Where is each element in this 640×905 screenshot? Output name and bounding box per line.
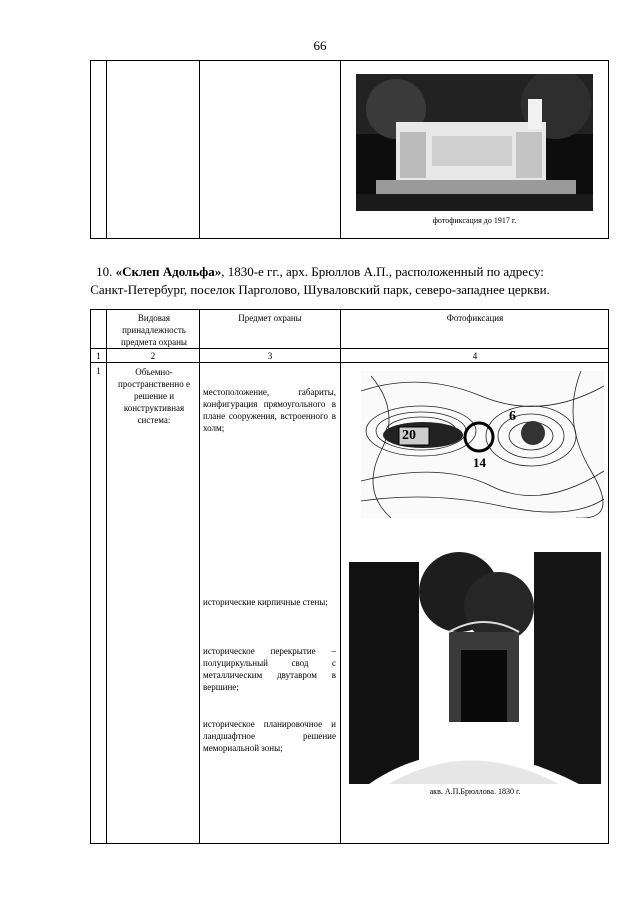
protected-item-landscape: историческое планировочное и ландшафтное решение мемориальной зоны; xyxy=(203,719,336,753)
table-divider xyxy=(106,310,107,843)
map-label-20: 20 xyxy=(402,428,416,443)
page-number: 66 xyxy=(313,38,327,53)
protected-item-vault: историческое перекрытие – полуциркульный свод с металлическим двутавром в вершине; xyxy=(203,646,336,692)
map-label-14: 14 xyxy=(473,455,486,470)
heading-number: 10. xyxy=(96,264,116,279)
header-subject: Предмет охраны xyxy=(238,313,302,323)
heading-details: , 1830-е гг., арх. Брюллов А.П., расположенный по адресу: xyxy=(221,264,544,279)
table-divider xyxy=(91,362,608,363)
object-name: «Склеп Адольфа» xyxy=(115,264,222,279)
watercolor-image xyxy=(349,552,601,784)
photo-caption: акв. А.П.Брюллова. 1830 г. xyxy=(429,787,521,796)
column-number: 2 xyxy=(150,351,156,361)
photo-caption: фотофиксация до 1917 г. xyxy=(432,216,517,225)
protected-item-location: местоположение, габариты, конфигурация прямоугольного в плане сооружения, встроенного в холм; xyxy=(203,387,336,433)
row-index: 1 xyxy=(96,366,101,376)
table-divider xyxy=(106,61,107,238)
header-photo: Фотофиксация xyxy=(446,313,504,323)
heading-line-2: Санкт-Петербург, поселок Парголово, Шуваловский парк, северо-западнее церкви. xyxy=(90,282,550,297)
column-number: 4 xyxy=(472,351,478,361)
map-label-6: 6 xyxy=(509,409,516,424)
table-divider xyxy=(91,348,608,349)
table-divider xyxy=(340,310,341,843)
column-number: 1 xyxy=(96,351,101,361)
heading-line-1 xyxy=(0,263,640,281)
structure-type: Объемно-пространственно е решение и конструктивная система: xyxy=(118,367,190,425)
continued-table xyxy=(90,60,609,239)
section-heading xyxy=(0,263,640,299)
table-divider xyxy=(199,61,200,238)
header-type: Видовая принадлежность предмета охраны xyxy=(121,313,187,347)
protected-item-walls: исторические кирпичные стены; xyxy=(203,597,328,607)
table-divider xyxy=(199,310,200,843)
column-number: 3 xyxy=(267,351,273,361)
site-plan-map xyxy=(361,371,604,518)
table-divider xyxy=(340,61,341,238)
crypt-historic-photo xyxy=(356,74,593,211)
protection-table xyxy=(90,309,609,844)
